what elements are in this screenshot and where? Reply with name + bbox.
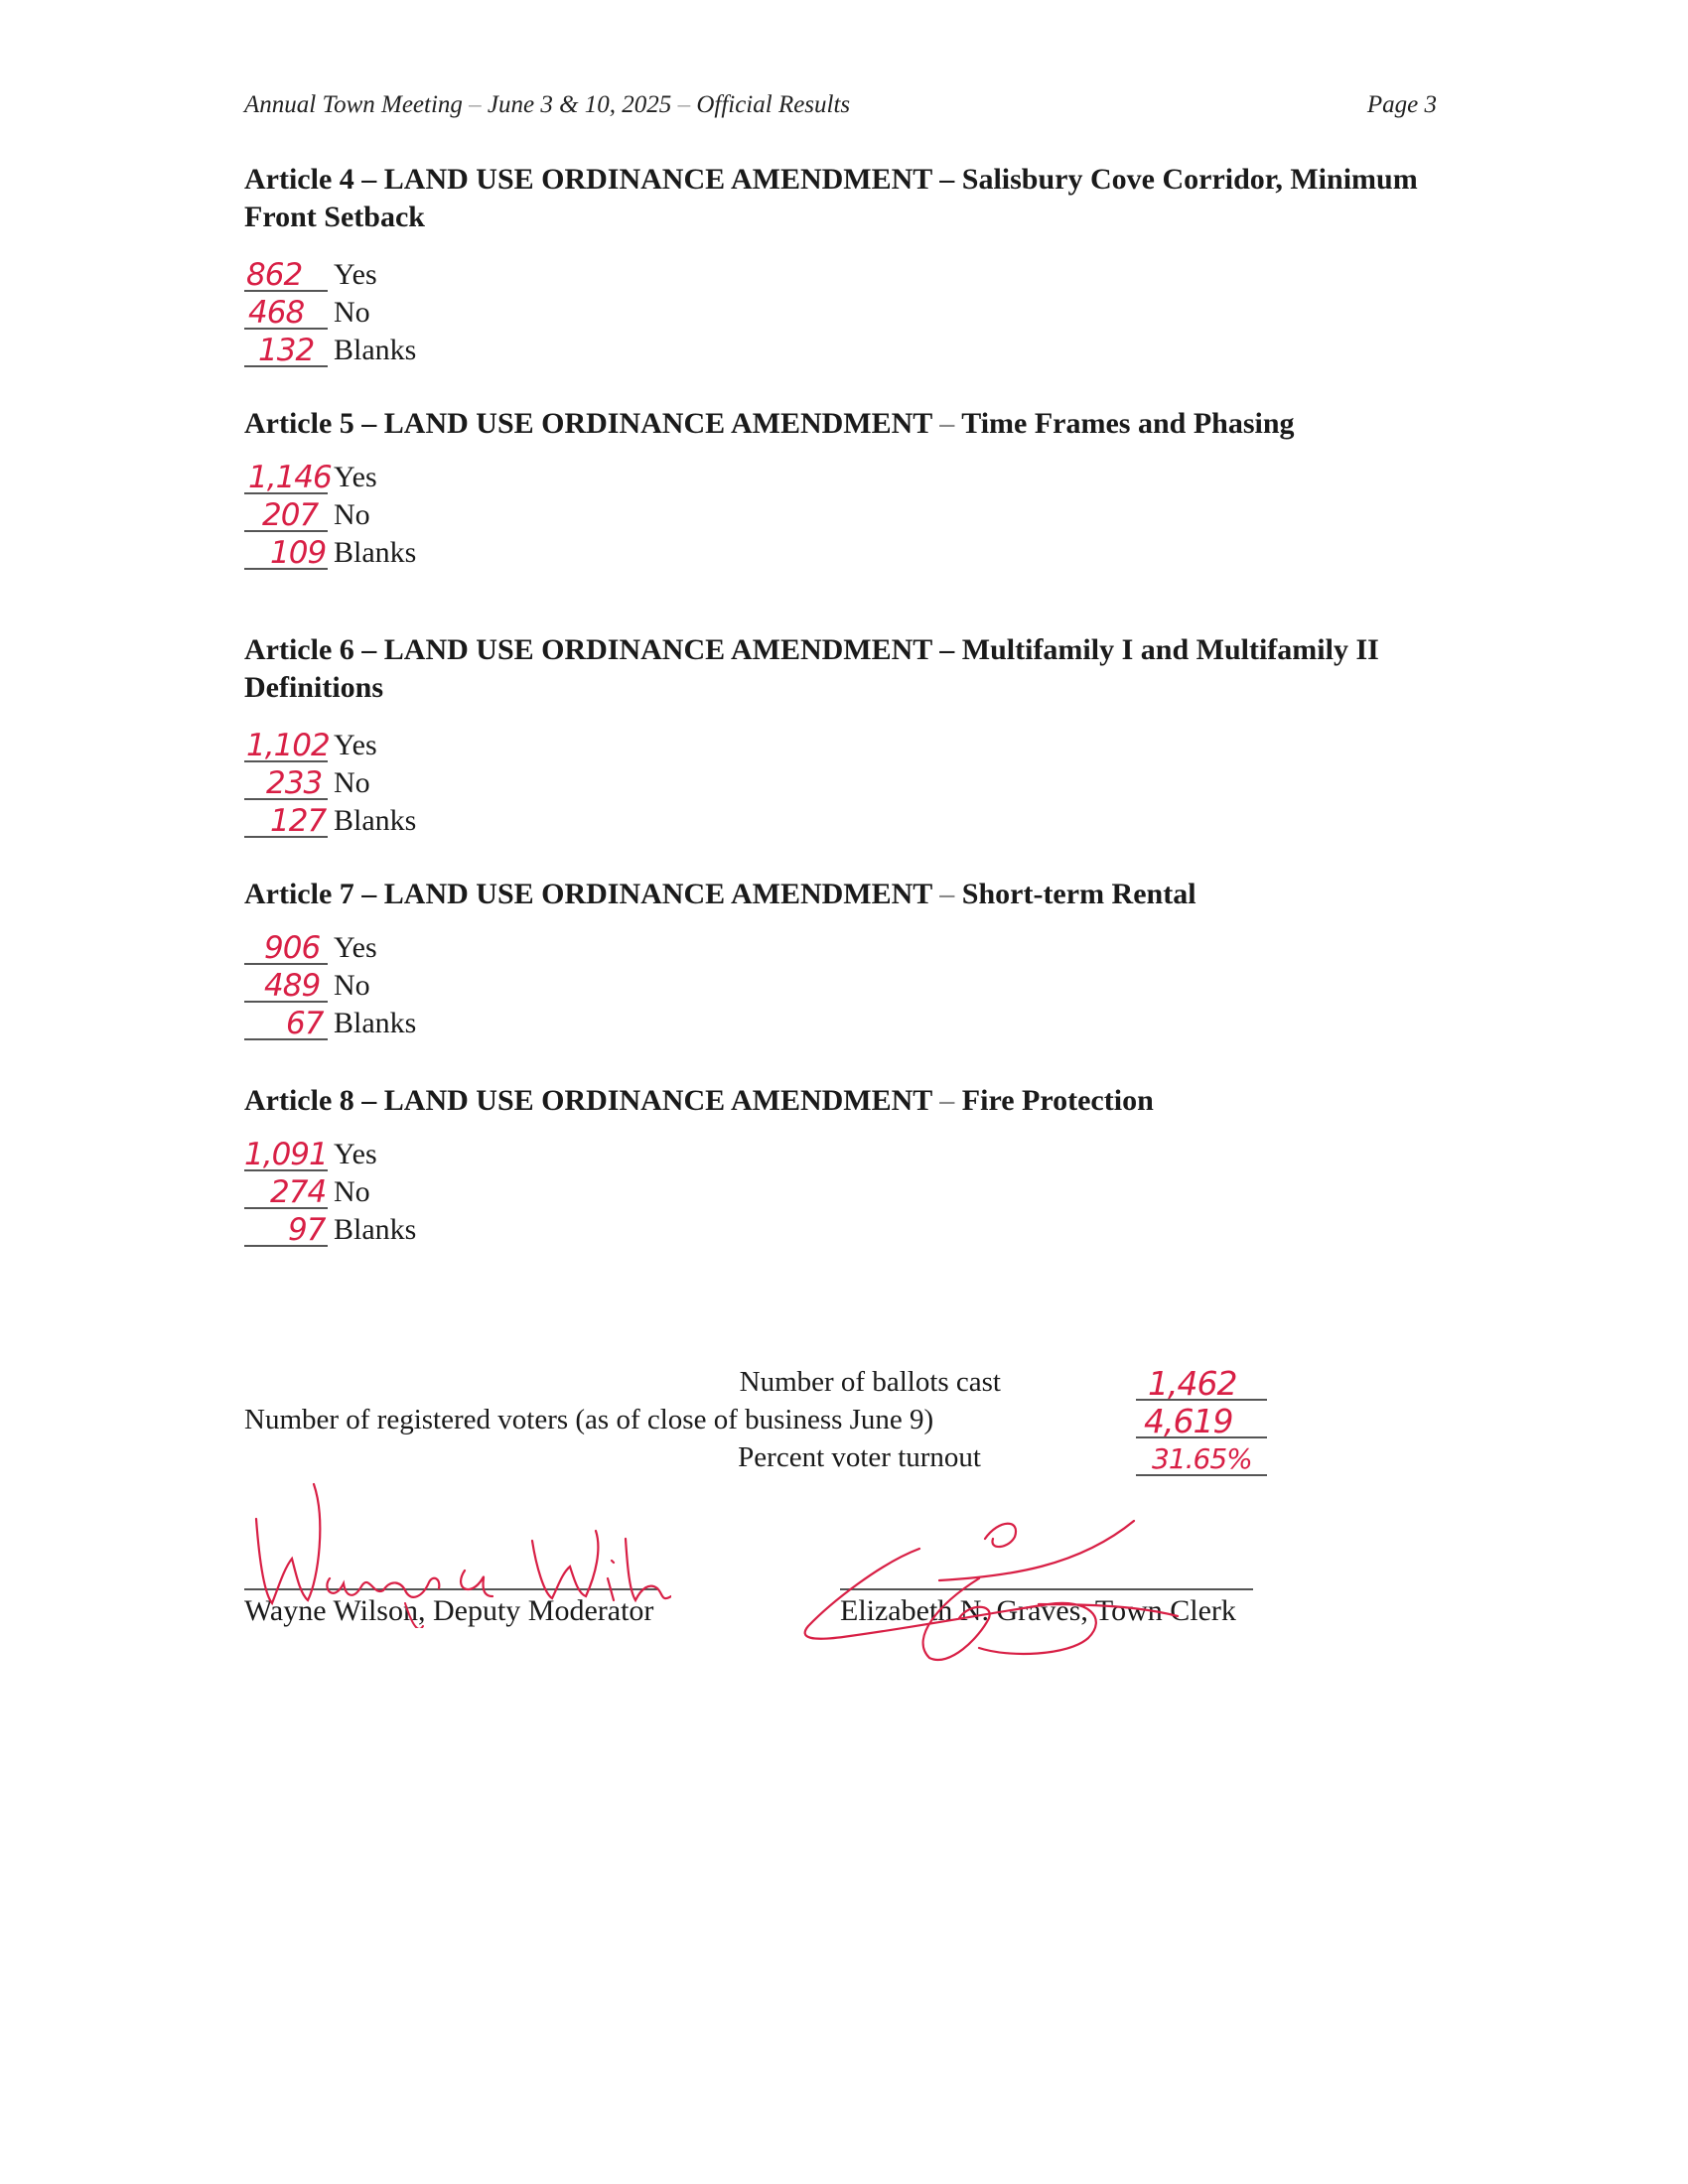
handwritten-yes-count: 862 [246, 257, 303, 293]
vote-count-field [244, 459, 332, 495]
signature-line [840, 1588, 1253, 1590]
moderator-signature-block [244, 1588, 657, 1628]
vote-count-field [244, 1173, 328, 1209]
article-title: Article 8 – LAND USE ORDINANCE AMENDMENT – Fire Protection [244, 1084, 1154, 1117]
article-7 [244, 876, 1466, 1040]
handwritten-no-count: 489 [264, 968, 321, 1004]
vote-row-yes: 862 Yes [246, 257, 377, 293]
header-separator: – [462, 91, 488, 118]
vote-row-no: 489 No [244, 965, 1466, 1003]
vote-count-field [244, 967, 328, 1003]
article-6 [244, 631, 1466, 838]
registered-voters-field [1136, 1401, 1267, 1438]
article-4 [244, 161, 1466, 367]
article-title: Article 6 – LAND USE ORDINANCE AMENDMENT – Multifamily I and Multifamily II Definitions [244, 633, 1379, 704]
ballots-cast-label: Number of ballots cast [739, 1366, 1001, 1398]
vote-row-yes: 1,091 Yes [244, 1137, 377, 1172]
handwritten-blanks-count: 127 [270, 803, 327, 839]
vote-row-blanks: 127 Blanks [244, 800, 1466, 838]
clerk-signature-block [840, 1588, 1253, 1628]
vote-count-field [244, 534, 328, 570]
article-5 [244, 405, 1466, 570]
clerk-name: Elizabeth N. Graves, Town Clerk [840, 1594, 1236, 1627]
turnout-row [244, 1438, 1297, 1476]
vote-row-blanks: 132 Blanks [244, 330, 1466, 367]
handwritten-yes-count: 1,146 [248, 460, 332, 495]
vote-row-yes: 1,102 Yes [246, 728, 377, 763]
turnout-field [1136, 1438, 1267, 1476]
vote-count-field [244, 256, 328, 292]
handwritten-yes-count: 1,091 [244, 1137, 328, 1172]
header-meeting-name: Annual Town Meeting [244, 91, 463, 118]
vote-count-field [244, 802, 328, 838]
handwritten-blanks-count: 109 [270, 535, 327, 571]
page-header [244, 91, 850, 119]
vote-row-blanks: 109 Blanks [244, 532, 1466, 570]
registered-voters-row [244, 1401, 1297, 1438]
handwritten-turnout: 31.65% [1152, 1442, 1252, 1475]
handwritten-blanks-count: 67 [286, 1006, 324, 1041]
ballots-cast-row [244, 1363, 1297, 1401]
handwritten-no-count: 274 [270, 1174, 327, 1210]
handwritten-yes-count: 1,102 [246, 728, 330, 763]
header-dates: June 3 & 10, 2025 [487, 91, 672, 118]
vote-results [244, 927, 1466, 1040]
handwritten-blanks-count: 132 [258, 333, 315, 368]
vote-row-no: 233 No [244, 762, 1466, 800]
turnout-summary [244, 1363, 1297, 1476]
vote-row-blanks: 67 Blanks [244, 1003, 1466, 1040]
article-title: Article 4 – LAND USE ORDINANCE AMENDMENT – Salisbury Cove Corridor, Minimum Front Setback [244, 163, 1418, 233]
handwritten-registered-voters: 4,619 [1144, 1402, 1233, 1440]
ballots-cast-field [1136, 1363, 1267, 1401]
handwritten-no-count: 207 [262, 497, 319, 533]
vote-count-field [244, 1136, 328, 1171]
vote-row-no: 274 No [244, 1171, 1466, 1209]
header-separator: – [671, 91, 697, 118]
moderator-name: Wayne Wilson, Deputy Moderator [244, 1594, 654, 1627]
vote-row-blanks: 97 Blanks [244, 1209, 1466, 1247]
vote-results [244, 254, 1466, 367]
article-8 [244, 1082, 1466, 1247]
handwritten-ballots-cast: 1,462 [1148, 1364, 1237, 1403]
vote-row-no: 468 No [244, 292, 1466, 330]
article-title: Article 5 – LAND USE ORDINANCE AMENDMENT – Time Frames and Phasing [244, 407, 1295, 440]
vote-count-field [244, 929, 328, 965]
page-number: Page 3 [1366, 91, 1437, 118]
handwritten-no-count: 233 [266, 765, 323, 801]
turnout-label: Percent voter turnout [738, 1441, 981, 1473]
vote-results [244, 1134, 1466, 1247]
vote-results [244, 457, 1466, 570]
vote-count-field [244, 294, 328, 330]
vote-count-field [244, 1005, 328, 1040]
article-title: Article 7 – LAND USE ORDINANCE AMENDMENT – Short-term Rental [244, 878, 1196, 910]
handwritten-blanks-count: 97 [288, 1212, 326, 1248]
vote-count-field [244, 496, 328, 532]
vote-row-no: 207 No [244, 494, 1466, 532]
header-results-label: Official Results [696, 91, 851, 118]
vote-count-field [244, 332, 328, 367]
signature-line [244, 1588, 657, 1590]
vote-row-yes: 1,146 Yes [244, 457, 1466, 494]
vote-count-field [244, 727, 328, 762]
vote-count-field [244, 1211, 328, 1247]
registered-voters-label: Number of registered voters (as of close of business June 9) [244, 1404, 934, 1435]
vote-count-field [244, 764, 328, 800]
handwritten-no-count: 468 [248, 295, 305, 331]
vote-row-yes: 906 Yes [244, 927, 1466, 965]
handwritten-yes-count: 906 [264, 930, 321, 966]
vote-results [244, 725, 1466, 838]
